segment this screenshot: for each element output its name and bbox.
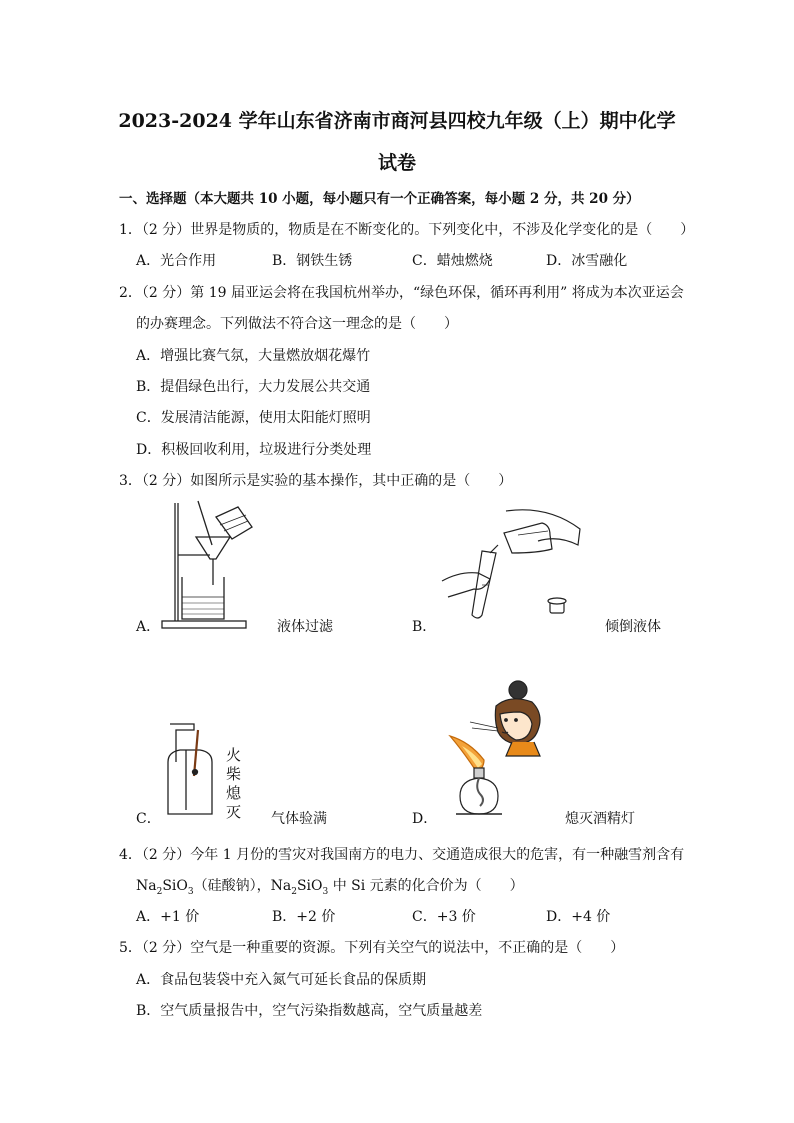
pouring-liquid-figure — [438, 505, 588, 625]
question-2-stem-line2: 的办赛理念。下列做法不符合这一理念的是（ ） — [136, 316, 458, 332]
option-c-letter: C． — [136, 811, 161, 827]
option-a-letter: A． — [136, 619, 161, 635]
question-1-option-b: B．钢铁生锈 — [272, 253, 353, 269]
question-1-option-c: C．蜡烛燃烧 — [412, 253, 493, 269]
gas-collection-bottle-figure — [162, 722, 222, 822]
formula-b-sub1: 2 — [291, 886, 297, 897]
question-5-option-a: A．食品包装袋中充入氮气可延长食品的保质期 — [136, 972, 427, 988]
formula-b-sio: SiO — [296, 878, 323, 894]
question-2-option-a: A．增强比赛气氛，大量燃放烟花爆竹 — [136, 348, 371, 364]
question-4-option-b: B．+2 价 — [272, 909, 336, 925]
formula-a-sub1: 2 — [156, 886, 163, 897]
match-label-char-4: 灭 — [226, 803, 242, 821]
question-4-option-c: C．+3 价 — [412, 909, 476, 925]
question-4-stem-line1: 4．（2 分）今年 1 月份的雪灾对我国南方的电力、交通造成很大的危害，有一种融雪剂含有 — [119, 847, 685, 863]
filtration-apparatus-figure — [160, 497, 260, 632]
exam-title-line2: 试卷 — [377, 152, 416, 174]
formula-b-na: Na — [270, 878, 292, 894]
question-4-option-a: A．+1 价 — [136, 909, 200, 925]
question-5-option-b: B．空气质量报告中，空气污染指数越高，空气质量越差 — [136, 1003, 483, 1019]
formula-b-sub2: 3 — [322, 886, 329, 897]
match-label-char-1: 火 — [226, 746, 242, 764]
stem-middle: （硅酸钠）， — [193, 878, 271, 894]
stem-tail: 中 Si 元素的化合价为（ ） — [328, 878, 524, 894]
exam-title-line1: 2023-2024 学年山东省济南市商河县四校九年级（上）期中化学 — [118, 110, 676, 132]
question-2-option-b: B．提倡绿色出行，大力发展公共交通 — [136, 379, 371, 395]
match-label-char-3: 熄 — [226, 784, 242, 802]
formula-a-na: Na — [136, 878, 157, 894]
option-b-letter: B． — [412, 619, 437, 635]
formula-a-sub2: 3 — [187, 886, 194, 897]
question-1-option-d: D．冰雪融化 — [546, 253, 628, 269]
question-1-option-a: A．光合作用 — [136, 253, 217, 269]
alcohol-lamp-blowing-figure — [440, 680, 550, 822]
option-c-caption: 气体验满 — [271, 811, 327, 827]
question-2-option-c: C．发展清洁能源，使用太阳能灯照明 — [136, 410, 371, 426]
question-4-option-d: D．+4 价 — [546, 909, 611, 925]
formula-a-sio: SiO — [162, 878, 188, 894]
question-2-option-d: D．积极回收利用，垃圾进行分类处理 — [136, 442, 372, 458]
option-a-caption: 液体过滤 — [277, 619, 333, 635]
option-b-caption: 倾倒液体 — [605, 619, 661, 635]
match-label-char-2: 柴 — [226, 765, 242, 783]
option-d-caption: 熄灭酒精灯 — [565, 811, 635, 827]
section-heading: 一、选择题（本大题共 10 小题，每小题只有一个正确答案，每小题 2 分，共 20 分） — [119, 191, 640, 207]
question-1-stem: 1．（2 分）世界是物质的，物质是在不断变化的。下列变化中，不涉及化学变化的是（ ） — [119, 222, 695, 238]
question-5-stem: 5．（2 分）空气是一种重要的资源。下列有关空气的说法中，不正确的是（ ） — [119, 940, 625, 956]
question-2-stem-line1: 2．（2 分）第 19 届亚运会将在我国杭州举办，“绿色环保，循环再利用” 将成为本次亚运会 — [119, 285, 684, 301]
question-3-stem: 3．（2 分）如图所示是实验的基本操作，其中正确的是（ ） — [119, 473, 513, 489]
question-4-stem-line2 — [136, 875, 524, 897]
option-d-letter: D． — [412, 811, 438, 827]
